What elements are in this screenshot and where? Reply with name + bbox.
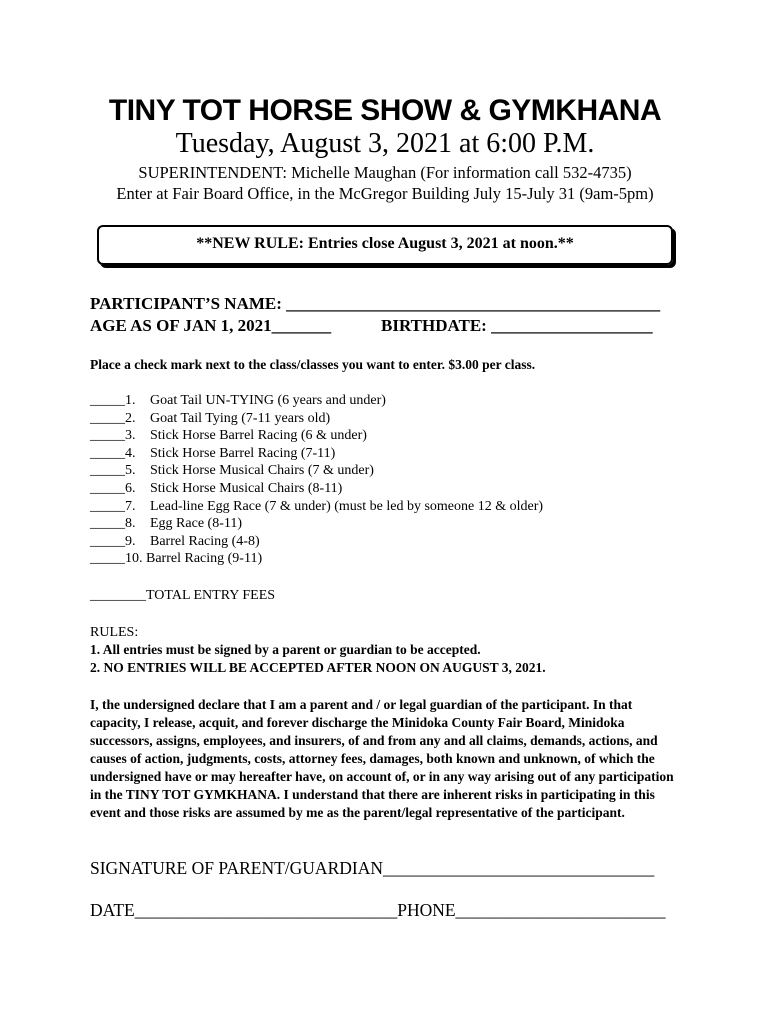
new-rule-box	[97, 225, 673, 265]
class-name: Barrel Racing (4-8)	[150, 533, 260, 549]
class-checkbox-line[interactable]: _____8.	[90, 516, 136, 532]
class-name: Barrel Racing (9-11)	[146, 551, 263, 567]
class-checkbox-line[interactable]: _____5.	[90, 463, 136, 479]
class-checkbox-line[interactable]: _____9.	[90, 533, 136, 549]
class-name: Goat Tail Tying (7-11 years old)	[150, 410, 331, 426]
class-checkbox-line[interactable]: _____10.	[90, 551, 143, 567]
rule-2: 2. NO ENTRIES WILL BE ACCEPTED AFTER NOON ON AUGUST 3, 2021.	[90, 660, 546, 675]
superintendent-info: SUPERINTENDENT: Michelle Maughan (For information call 532-4735)	[138, 163, 632, 182]
class-name: Goat Tail UN-TYING (6 years and under)	[150, 393, 386, 408]
class-checkbox-line[interactable]: _____4.	[90, 445, 136, 461]
list-item[interactable]	[90, 410, 543, 428]
participant-name-field[interactable]: PARTICIPANT’S NAME: ____________________________________________	[90, 294, 661, 313]
new-rule-text: **NEW RULE: Entries close August 3, 2021 at noon.**	[196, 235, 574, 252]
class-name: Lead-line Egg Race (7 & under) (must be led by someone 12 & older)	[150, 498, 544, 514]
class-list	[90, 392, 543, 568]
class-checkbox-line[interactable]: _____6.	[90, 480, 136, 496]
class-instruction: Place a check mark next to the class/classes you want to enter. $3.00 per class.	[90, 357, 536, 372]
waiver-paragraph: I, the undersigned declare that I am a parent and / or legal guardian of the participant. In that capacity, I release, acquit, and forever discharge the Minidoka County Fair Board, Minidoka successors, assigns, employees, and insurers, of and from any and all claims, demands, actions, and causes of action, judgments, costs, attorney fees, damages, both known and unknown, of which the undersigned have or may hereafter have, on account of, or in any way arising out of any participation in the TINY TOT GYMKHANA. I understand that there are inherent risks in participating in this event and those risks are assumed by me as the parent/legal representative of the participant.	[90, 697, 674, 820]
list-item[interactable]	[90, 550, 543, 568]
date-phone-field[interactable]: DATE______________________________PHONE________________________	[90, 900, 666, 920]
rules-heading: RULES:	[90, 625, 139, 640]
class-name: Egg Race (8-11)	[150, 516, 242, 532]
list-item[interactable]	[90, 392, 543, 410]
age-field[interactable]: AGE AS OF JAN 1, 2021_______	[90, 316, 332, 335]
birthdate-field[interactable]: BIRTHDATE: ___________________	[381, 316, 653, 335]
list-item[interactable]	[90, 480, 543, 498]
list-item[interactable]	[90, 462, 543, 480]
list-item[interactable]	[90, 498, 543, 516]
class-name: Stick Horse Barrel Racing (6 & under)	[150, 428, 367, 444]
class-name: Stick Horse Musical Chairs (8-11)	[150, 480, 343, 496]
class-checkbox-line[interactable]: _____7.	[90, 498, 136, 514]
entry-location-info: Enter at Fair Board Office, in the McGregor Building July 15-July 31 (9am-5pm)	[116, 184, 654, 203]
list-item[interactable]	[90, 445, 543, 463]
rule-1: 1. All entries must be signed by a parent or guardian to be accepted.	[90, 642, 481, 657]
class-checkbox-line[interactable]: _____2.	[90, 410, 136, 426]
event-date: Tuesday, August 3, 2021 at 6:00 P.M.	[175, 128, 595, 159]
class-checkbox-line[interactable]: _____3.	[90, 428, 136, 444]
class-name: Stick Horse Barrel Racing (7-11)	[150, 445, 336, 461]
class-checkbox-line[interactable]: _____1.	[90, 393, 136, 408]
list-item[interactable]	[90, 533, 543, 551]
page-title: TINY TOT HORSE SHOW & GYMKHANA	[108, 94, 662, 127]
list-item[interactable]	[90, 515, 543, 533]
class-name: Stick Horse Musical Chairs (7 & under)	[150, 463, 374, 479]
total-entry-fees-field[interactable]: ________TOTAL ENTRY FEES	[90, 588, 276, 603]
signature-field[interactable]: SIGNATURE OF PARENT/GUARDIAN_______________________________	[90, 858, 655, 878]
list-item[interactable]	[90, 427, 543, 445]
